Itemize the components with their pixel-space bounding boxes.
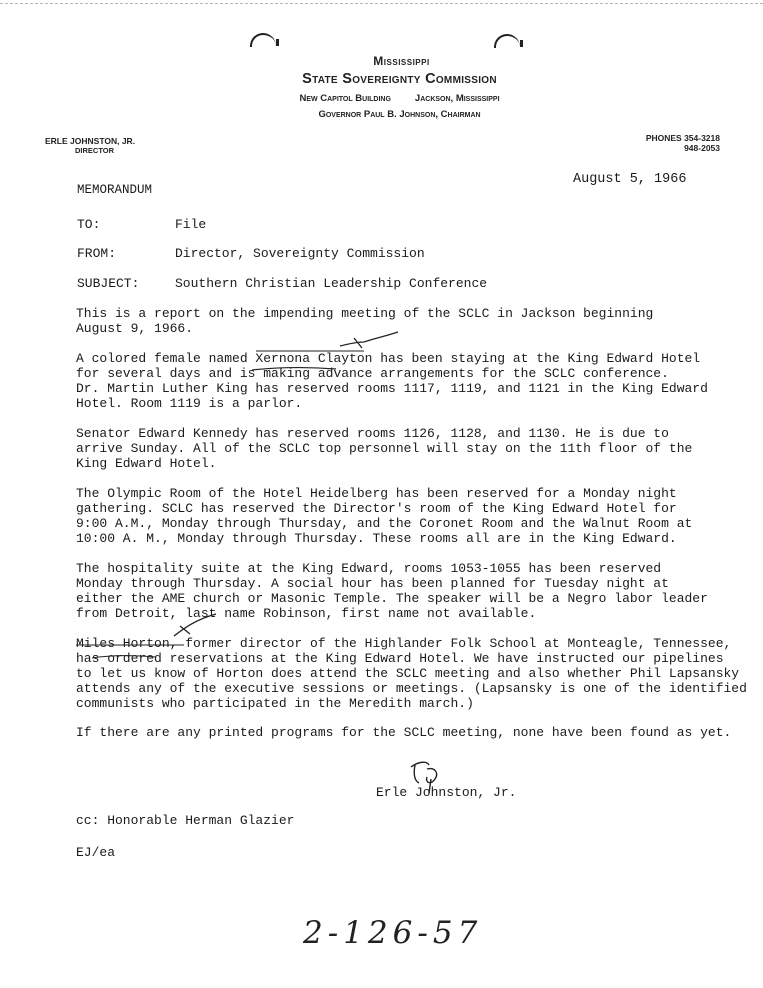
paragraph-line: Senator Edward Kennedy has reserved rooms 1126, 1128, and 1130. He is due to [76, 426, 669, 441]
paragraph-line: August 9, 1966. [76, 321, 194, 336]
director-block [45, 136, 135, 156]
letterhead-address-building: New Capitol Building [299, 93, 391, 104]
memo-title: MEMORANDUM [77, 183, 153, 197]
paragraph-line: A colored female named Xernona Clayton has been staying at the King Edward Hotel [76, 351, 701, 366]
signature-name: Erle Johnston, Jr. [376, 785, 517, 800]
phones-line-1: PHONES 354-3218 [645, 133, 720, 143]
phones-block [646, 133, 720, 153]
paragraph-line: to let us know of Horton does attend the SCLC meeting and also whether Phil Lapsansky [76, 666, 740, 681]
paragraph-line: has ordered reservations at the King Edward Hotel. We have instructed our pipelines [76, 651, 724, 666]
director-name: ERLE JOHNSTON, JR. [45, 136, 136, 146]
paragraph-2 [76, 351, 708, 411]
paragraph-line: gathering. SCLC has reserved the Director's room of the King Edward Hotel for [76, 501, 677, 516]
letterhead-organization: State Sovereignty Commission [302, 71, 497, 87]
to-label: TO: [77, 217, 101, 232]
subject-value: Southern Christian Leadership Conference [175, 276, 488, 291]
paragraph-line: arrive Sunday. All of the SCLC top personnel will stay on the 11th floor of the [76, 441, 693, 456]
phones-line-2: 948-2053 [684, 143, 720, 153]
handwritten-underline-2 [74, 640, 194, 650]
right-emblem-mark [494, 34, 520, 48]
paragraph-line: 10:00 A. M., Monday through Thursday. These rooms all are in the King Edward. [76, 531, 677, 546]
paragraph-line: either the AME church or Masonic Temple. The speaker will be a Negro labor leader [76, 591, 708, 606]
paragraph-3 [76, 426, 692, 471]
paragraph-line: Hotel. Room 1119 is a parlor. [76, 396, 303, 411]
letterhead-address [18, 93, 763, 104]
paragraph-line: attends any of the executive sessions or meetings. (Lapsansky is one of the identified [76, 681, 747, 696]
handwritten-underline-1 [250, 366, 340, 378]
page-top-edge [0, 3, 763, 4]
letterhead-state: Mississippi [373, 54, 430, 68]
subject-label: SUBJECT: [77, 276, 140, 291]
letterhead-governor-line: Governor Paul B. Johnson, Chairman [318, 109, 481, 120]
memo-date: August 5, 1966 [573, 172, 687, 187]
from-label: FROM: [77, 246, 117, 261]
cc-line: cc: Honorable Herman Glazier [76, 813, 295, 828]
letterhead-address-city: Jackson, Mississippi [414, 93, 500, 104]
paragraph-line: The hospitality suite at the King Edward, rooms 1053-1055 has been reserved [76, 561, 662, 576]
to-value: File [175, 217, 207, 232]
paragraph-line: This is a report on the impending meeting of the SCLC in Jackson beginning [76, 306, 654, 321]
paragraph-line: Monday through Thursday. A social hour has been planned for Tuesday night at [76, 576, 669, 591]
typist-initials: EJ/ea [76, 845, 116, 860]
handwritten-underline-3 [90, 653, 160, 663]
paragraph-line: The Olympic Room of the Hotel Heidelberg has been reserved for a Monday night [76, 486, 677, 501]
left-emblem-mark [250, 33, 276, 47]
paragraph-4 [76, 486, 692, 546]
paragraph-line: If there are any printed programs for the SCLC meeting, none have been found as yet. [76, 725, 732, 740]
director-title: DIRECTOR [75, 146, 115, 155]
handwritten-underline-name [256, 347, 366, 355]
handwritten-file-number: 2-126-57 [303, 915, 483, 951]
paragraph-line: communists who participated in the Meredith march.) [76, 696, 474, 711]
paragraph-line: from Detroit, last name Robinson, first name not available. [76, 606, 537, 621]
paragraph-line: Dr. Martin Luther King has reserved rooms 1117, 1119, and 1121 in the King Edward [76, 381, 708, 396]
handwritten-check-mark-2 [170, 612, 220, 640]
paragraph-7 [76, 725, 731, 740]
from-value: Director, Sovereignty Commission [175, 246, 425, 261]
paragraph-line: for several days and is making advance arrangements for the SCLC conference. [76, 366, 669, 381]
paragraph-line: King Edward Hotel. [76, 456, 217, 471]
paragraph-line: 9:00 A.M., Monday through Thursday, and the Coronet Room and the Walnut Room at [76, 516, 693, 531]
paragraph-line: Miles Horton, former director of the Highlander Folk School at Monteagle, Tennessee, [76, 636, 732, 651]
